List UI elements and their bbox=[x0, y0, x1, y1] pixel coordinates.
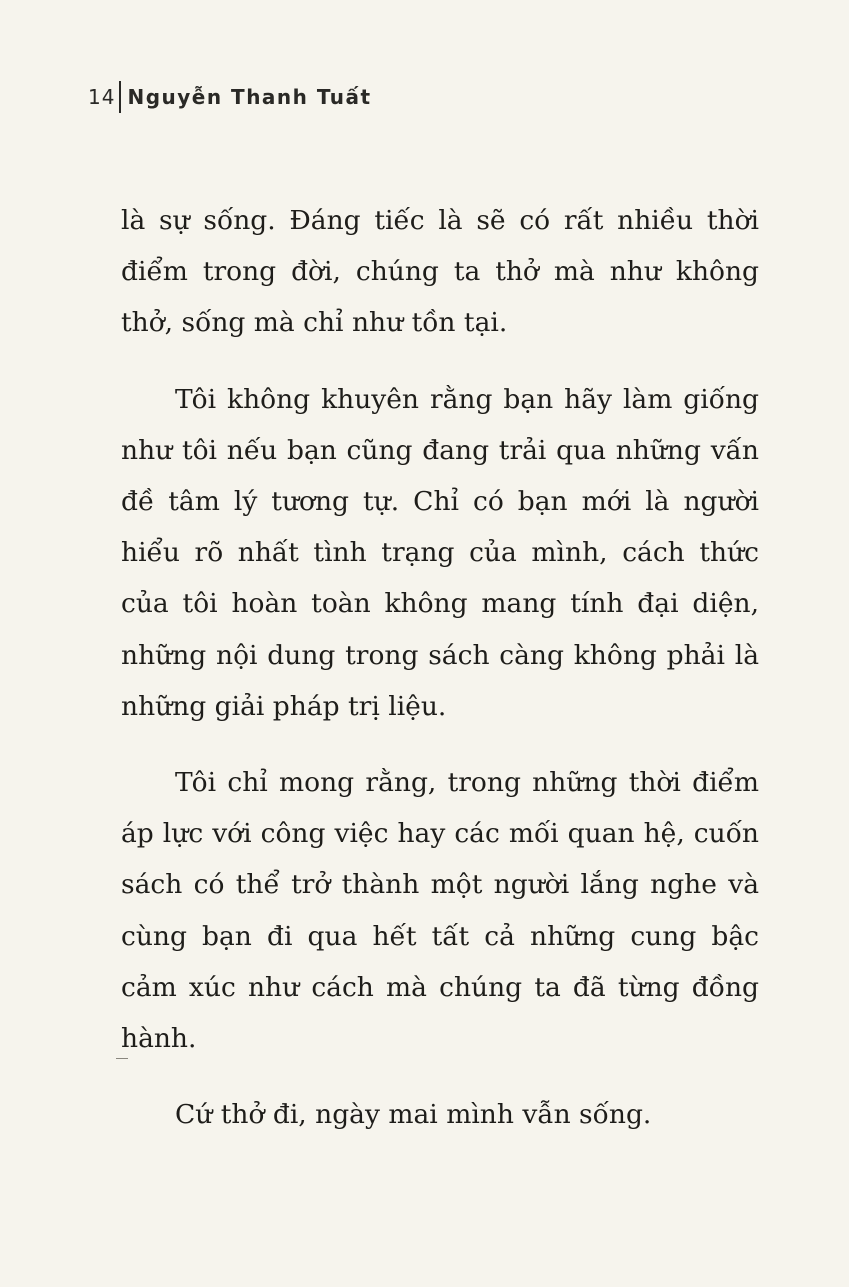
paragraph: Tôi chỉ mong rằng, trong những thời điểm áp lực với công việc hay các mối quan hệ, cuốn sách có thể trở thành một người lắng nghe và cùng bạn đi qua hết tất cả những cung bậc cảm xúc như cách mà chúng ta đã từng đồng hành. bbox=[121, 767, 759, 1055]
paragraph-continuation: là sự sống. Đáng tiếc là sẽ có rất nhiều thời điểm trong đời, chúng ta thở mà như không thở, sống mà chỉ như tồn tại. bbox=[121, 205, 759, 339]
paragraph-closing: Cứ thở đi, ngày mai mình vẫn sống. bbox=[175, 1099, 652, 1131]
paragraph: Tôi không khuyên rằng bạn hãy làm giống như tôi nếu bạn cũng đang trải qua những vấn đề tâm lý tương tự. Chỉ có bạn mới là người hiểu rõ nhất tình trạng của mình, cách thức của tôi hoàn toàn không mang tính đại diện, những nội dung trong sách càng không phải là những giải pháp trị liệu. bbox=[121, 383, 759, 722]
body-text bbox=[121, 195, 759, 1165]
page-number: 14 bbox=[88, 85, 116, 109]
running-head: Nguyễn Thanh Tuất bbox=[127, 85, 372, 109]
margin-mark bbox=[116, 1058, 128, 1059]
header-divider bbox=[119, 81, 121, 113]
page-header bbox=[88, 80, 372, 114]
